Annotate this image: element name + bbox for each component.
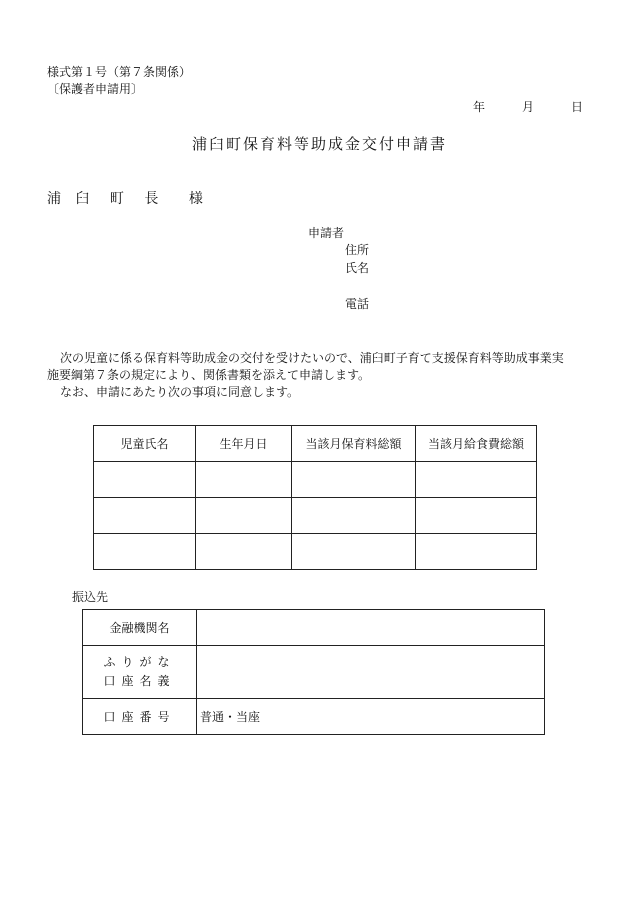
form-type: 〔保護者申請用〕 (47, 82, 144, 96)
addressee-part: 町 (109, 191, 124, 207)
child-name-cell[interactable] (94, 534, 196, 570)
birth-date-cell[interactable] (196, 462, 292, 498)
account-name-label-cell (83, 646, 197, 699)
date-month-label: 月 (522, 100, 535, 114)
account-type-value[interactable]: 普通・当座 (197, 699, 545, 735)
header-meal-fee-total: 当該月給食費総額 (416, 426, 537, 462)
applicant-heading: 申請者 (308, 226, 345, 240)
account-number-label: 口座番号 (83, 699, 197, 735)
meal-fee-cell[interactable] (416, 462, 537, 498)
child-name-cell[interactable] (94, 498, 196, 534)
childcare-fee-cell[interactable] (292, 462, 416, 498)
header-birth-date: 生年月日 (196, 426, 292, 462)
form-number: 様式第１号（第７条関係） (47, 65, 192, 79)
institution-value[interactable] (197, 610, 545, 646)
body-line-1: 次の児童に係る保育料等助成金の交付を受けたいので、浦臼町子育て支援保育料等助成事業実 (60, 351, 564, 365)
addressee (47, 188, 203, 208)
document-title: 浦臼町保育料等助成金交付申請書 (192, 135, 448, 153)
header-childcare-fee-total: 当該月保育料総額 (292, 426, 416, 462)
table-row (94, 498, 537, 534)
bank-row-account-number (83, 699, 545, 735)
header-child-name: 児童氏名 (94, 426, 196, 462)
furigana-label: ふりがな (103, 655, 176, 669)
birth-date-cell[interactable] (196, 498, 292, 534)
date-day-label: 日 (571, 100, 584, 114)
meal-fee-cell[interactable] (416, 534, 537, 570)
addressee-part: 様 (188, 191, 203, 207)
body-line-2: 施要綱第７条の規定により、関係書類を添えて申請します。 (47, 368, 371, 382)
address-label: 住所 (345, 243, 370, 257)
child-name-cell[interactable] (94, 462, 196, 498)
account-name-value[interactable] (197, 646, 545, 699)
childcare-fee-cell[interactable] (292, 498, 416, 534)
phone-label: 電話 (345, 297, 370, 311)
meal-fee-cell[interactable] (416, 498, 537, 534)
table-row (94, 462, 537, 498)
bank-row-account-name (83, 646, 545, 699)
addressee-part: 臼 (75, 191, 90, 207)
table-header-row (94, 426, 537, 462)
name-label: 氏名 (345, 261, 370, 275)
children-table (93, 425, 537, 570)
childcare-fee-cell[interactable] (292, 534, 416, 570)
addressee-part: 長 (144, 191, 159, 207)
account-name-label: 口座名義 (103, 674, 176, 688)
bank-row-institution (83, 610, 545, 646)
institution-label: 金融機関名 (83, 610, 197, 646)
bank-table (82, 609, 545, 735)
date-year-label: 年 (473, 100, 486, 114)
bank-heading: 振込先 (72, 590, 109, 604)
body-line-3: なお、申請にあたり次の事項に同意します。 (60, 385, 300, 399)
addressee-part: 浦 (47, 191, 61, 207)
birth-date-cell[interactable] (196, 534, 292, 570)
table-row (94, 534, 537, 570)
